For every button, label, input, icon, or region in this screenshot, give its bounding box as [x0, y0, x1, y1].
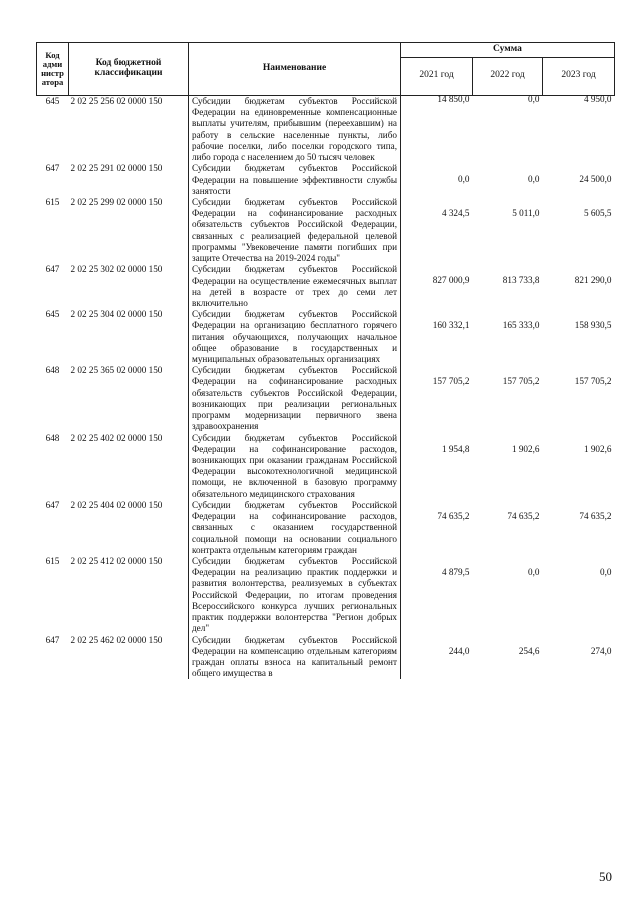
amount-value: 0,0: [528, 566, 540, 577]
value-2021-cell: [401, 96, 473, 164]
amount-value: 4 950,0: [583, 94, 612, 104]
value-2022-cell: [473, 556, 543, 635]
value-2022-cell: [473, 96, 543, 164]
header-year-2021: 2021 год: [401, 57, 473, 95]
budget-code-cell: 2 02 25 304 02 0000 150: [70, 309, 163, 320]
admin-code-cell: 647: [45, 634, 60, 645]
amount-value: 24 500,0: [579, 174, 612, 185]
table-row: [37, 309, 615, 365]
header-budget-code: Код бюджетной классификации: [69, 43, 189, 96]
value-2022-cell: [473, 433, 543, 500]
amount-value: 0,0: [458, 174, 470, 185]
header-year-2022: 2022 год: [473, 57, 543, 95]
name-cell: Субсидии бюджетам субъектов Российской Федерации на софинансирование расходов, связанных с оказанием государственной социальной помощи на основании социального контракта отдельным категориям граждан: [189, 500, 401, 556]
name-cell: Субсидии бюджетам субъектов Российской Федерации на реализацию практик поддержки и развития волонтерства, реализуемых в субъектах Российской Федерации, по итогам проведения Всероссийского конкурса лучших региональных практик поддержки волонтерства "Регион добрых дел": [189, 556, 401, 635]
name-cell: Субсидии бюджетам субъектов Российской Федерации на повышение эффективности службы занятости: [189, 163, 401, 197]
amount-value: 1 954,8: [441, 443, 470, 454]
name-cell: Субсидии бюджетам субъектов Российской Федерации на софинансирование расходных обязательств субъектов Российской Федерации, возникающих при реализации региональных программ модернизации первичного звена здравоохранения: [189, 365, 401, 432]
admin-code-cell: 648: [45, 432, 60, 443]
amount-value: 74 635,2: [507, 510, 540, 521]
value-2021-cell: [401, 197, 473, 264]
value-2021-cell: [401, 163, 473, 197]
budget-code-cell: 2 02 25 412 02 0000 150: [70, 555, 163, 566]
amount-value: 0,0: [600, 566, 612, 577]
budget-code-cell: 2 02 25 256 02 0000 150: [70, 96, 163, 106]
value-2021-cell: [401, 264, 473, 309]
value-2022-cell: [473, 197, 543, 264]
table-row: [37, 556, 615, 635]
amount-value: 74 635,2: [579, 510, 612, 521]
value-2022-cell: [473, 500, 543, 556]
value-2022-cell: [473, 264, 543, 309]
name-cell: Субсидии бюджетам субъектов Российской Федерации на осуществление ежемесячных выплат на детей в возрасте от трех до семи лет включительно: [189, 264, 401, 309]
amount-value: 5 011,0: [512, 207, 540, 218]
value-2023-cell: [543, 365, 615, 432]
value-2022-cell: [473, 163, 543, 197]
amount-value: 74 635,2: [437, 510, 470, 521]
budget-code-cell: 2 02 25 404 02 0000 150: [70, 499, 163, 510]
value-2021-cell: [401, 365, 473, 432]
amount-value: 244,0: [448, 645, 470, 656]
amount-value: 274,0: [590, 645, 612, 656]
header-year-2023: 2023 год: [543, 57, 615, 95]
header-name: Наименование: [189, 43, 401, 96]
amount-value: 165 333,0: [502, 320, 540, 331]
value-2023-cell: [543, 500, 615, 556]
amount-value: 0,0: [528, 94, 540, 104]
budget-code-cell: 2 02 25 402 02 0000 150: [70, 432, 163, 443]
amount-value: 0,0: [528, 174, 540, 185]
name-cell: Субсидии бюджетам субъектов Российской Федерации на софинансирование расходов, возникающих при оказании гражданам Российской Федерации высокотехнологичной медицинской помощи, не включенной в базовую программу обязательного медицинского страхования: [189, 433, 401, 500]
table-row: [37, 197, 615, 264]
admin-code-cell: 615: [45, 555, 60, 566]
value-2022-cell: [473, 309, 543, 365]
header-sum: Сумма: [401, 43, 615, 58]
amount-value: 14 850,0: [437, 94, 470, 104]
admin-code-cell: 648: [45, 365, 60, 376]
amount-value: 813 733,8: [502, 275, 540, 286]
page-number: 50: [599, 869, 612, 884]
value-2023-cell: [543, 635, 615, 680]
value-2021-cell: [401, 635, 473, 680]
value-2021-cell: [401, 433, 473, 500]
value-2023-cell: [543, 96, 615, 164]
value-2023-cell: [543, 264, 615, 309]
value-2023-cell: [543, 309, 615, 365]
amount-value: 157 705,2: [574, 376, 612, 387]
budget-code-cell: 2 02 25 462 02 0000 150: [70, 634, 163, 645]
table-row: [37, 163, 615, 197]
value-2023-cell: [543, 163, 615, 197]
amount-value: 827 000,9: [432, 275, 470, 286]
value-2022-cell: [473, 365, 543, 432]
amount-value: 4 879,5: [441, 566, 470, 577]
amount-value: 157 705,2: [432, 376, 470, 387]
table-row: [37, 96, 615, 164]
admin-code-cell: 615: [45, 196, 60, 207]
amount-value: 5 605,5: [583, 207, 612, 218]
value-2021-cell: [401, 309, 473, 365]
value-2021-cell: [401, 500, 473, 556]
amount-value: 1 902,6: [583, 443, 612, 454]
table-row: [37, 365, 615, 432]
table-body: [37, 96, 615, 680]
budget-code-cell: 2 02 25 291 02 0000 150: [70, 163, 163, 174]
value-2023-cell: [543, 556, 615, 635]
amount-value: 254,6: [518, 645, 540, 656]
table-row: [37, 500, 615, 556]
budget-code-cell: 2 02 25 299 02 0000 150: [70, 196, 163, 207]
budget-code-cell: 2 02 25 302 02 0000 150: [70, 264, 163, 275]
table-row: [37, 635, 615, 680]
admin-code-cell: 647: [45, 499, 60, 510]
admin-code-cell: 645: [45, 96, 60, 106]
budget-table-page: [36, 42, 614, 679]
amount-value: 158 930,5: [574, 320, 612, 331]
table-row: [37, 433, 615, 500]
amount-value: 157 705,2: [502, 376, 540, 387]
value-2023-cell: [543, 433, 615, 500]
admin-code-cell: 647: [45, 163, 60, 174]
value-2022-cell: [473, 635, 543, 680]
table-row: [37, 264, 615, 309]
admin-code-cell: 647: [45, 264, 60, 275]
value-2023-cell: [543, 197, 615, 264]
name-cell: Субсидии бюджетам субъектов Российской Федерации на софинансирование расходных обязательств субъектов Российской Федерации, связанных с реализацией федеральной целевой программы "Увековечение памяти погибших при защите Отечества на 2019-2024 годы": [189, 197, 401, 264]
amount-value: 1 902,6: [511, 443, 540, 454]
budget-code-cell: 2 02 25 365 02 0000 150: [70, 365, 163, 376]
amount-value: 160 332,1: [432, 320, 470, 331]
name-cell: Субсидии бюджетам субъектов Российской Федерации на компенсацию отдельным категориям граждан оплаты взноса на капитальный ремонт общего имущества в: [189, 635, 401, 680]
admin-code-cell: 645: [45, 309, 60, 320]
amount-value: 821 290,0: [574, 275, 612, 286]
header-admin-code: Код адми нистр атора: [37, 43, 69, 96]
budget-table: [36, 42, 615, 679]
name-cell: Субсидии бюджетам субъектов Российской Федерации на организацию бесплатного горячего питания обучающихся, получающих начальное общее образование в государственных и муниципальных образовательных организациях: [189, 309, 401, 365]
amount-value: 4 324,5: [441, 207, 470, 218]
value-2021-cell: [401, 556, 473, 635]
name-cell: Субсидии бюджетам субъектов Российской Федерации на единовременные компенсационные выплаты учителям, прибывшим (переехавшим) на работу в сельские населенные пункты, либо рабочие поселки, либо поселки городского типа, либо города с населением до 50 тысяч человек: [189, 96, 401, 164]
